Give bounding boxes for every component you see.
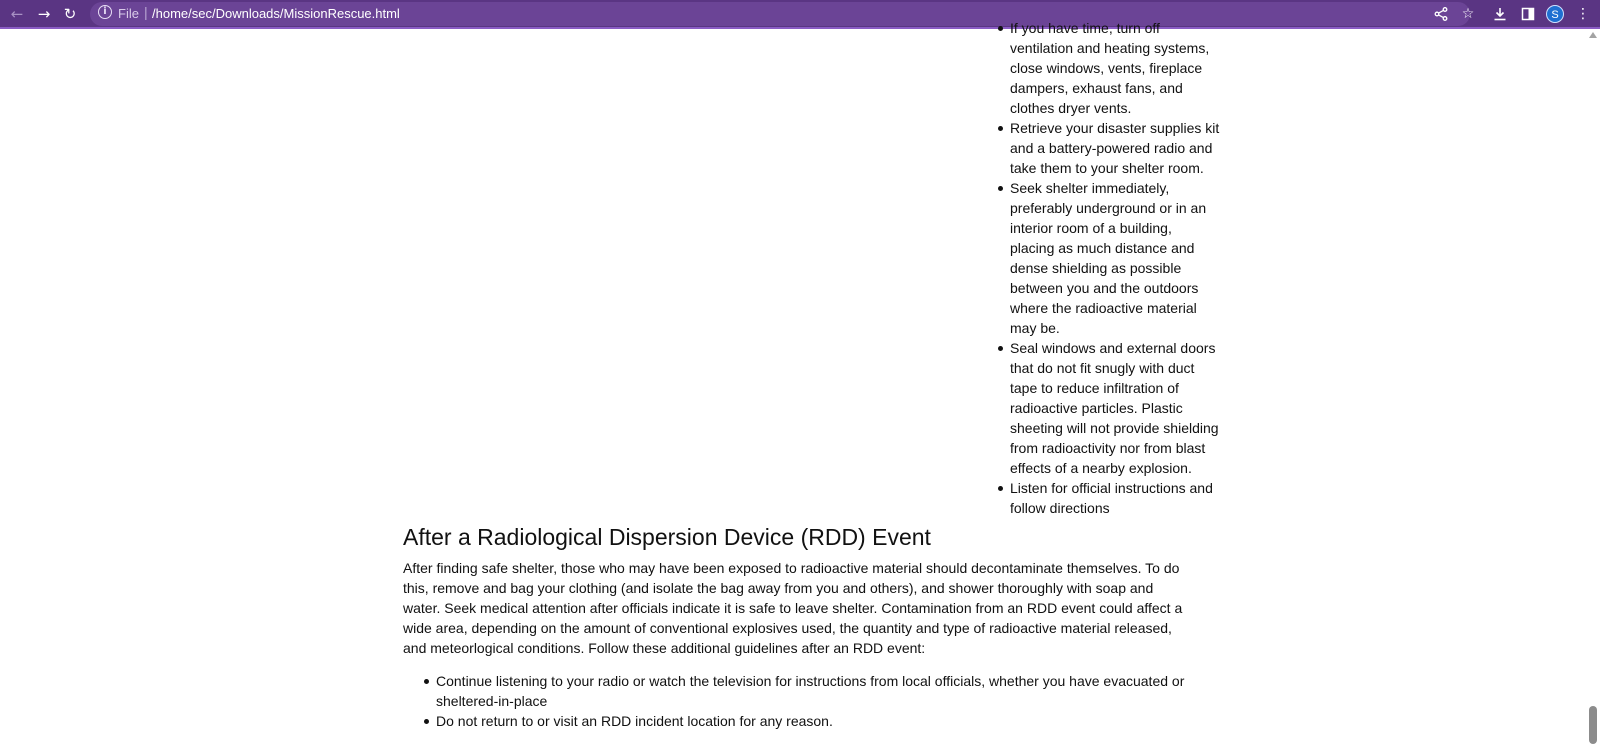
page-scrollbar[interactable] [1586, 29, 1600, 744]
scroll-up-arrow-icon[interactable] [1589, 32, 1597, 38]
list-item: Continue listening to your radio or watch the television for instructions from local officials, whether you have evacuated or sheltered-in-place [436, 671, 1193, 711]
star-icon: ☆ [1461, 6, 1475, 22]
rdd-guidelines-list [403, 671, 1193, 731]
share-button[interactable] [1431, 4, 1451, 24]
forward-arrow-icon: → [37, 5, 51, 23]
list-item: If you have time, turn off ventilation and heating systems, close windows, vents, fireplace dampers, exhaust fans, and clothes dryer vents. [1010, 18, 1220, 118]
url-separator: | [144, 4, 148, 20]
list-item: Retrieve your disaster supplies kit and a battery-powered radio and take them to your shelter room. [1010, 120, 1220, 176]
after-rdd-section [403, 522, 1193, 731]
menu-button[interactable] [1573, 4, 1593, 24]
address-bar[interactable] [90, 2, 1470, 26]
list-item: Listen for official instructions and follow directions [1010, 478, 1220, 518]
info-icon[interactable]: i [98, 5, 112, 19]
shelter-guidance-list [1010, 18, 1220, 518]
reload-button[interactable] [60, 4, 80, 24]
browser-toolbar [0, 0, 1600, 29]
back-arrow-icon: ← [10, 5, 24, 23]
reload-icon: ↻ [63, 5, 77, 23]
side-panel-icon [1521, 7, 1535, 21]
section-heading: After a Radiological Dispersion Device (RDD) Event [403, 524, 931, 550]
url-text[interactable]: /home/sec/Downloads/MissionRescue.html [152, 6, 400, 21]
back-button[interactable] [7, 4, 27, 24]
section-paragraph: After finding safe shelter, those who may have been exposed to radioactive material should decontaminate themselves. To do this, remove and bag your clothing (and isolate the bag away from you and others), and shower thoroughly with soap and water. Seek medical attention after officials indicate it is safe to leave shelter. Contamination from an RDD event could affect a wide area, depending on the amount of conventional explosives used, the quantity and type of radioactive material released, and meteorlogical conditions. Follow these additional guidelines after an RDD event: [403, 560, 1183, 656]
profile-avatar[interactable]: S [1546, 5, 1564, 23]
downloads-button[interactable] [1490, 4, 1510, 24]
list-item: Do not return to or visit an RDD incident location for any reason. [436, 711, 1193, 731]
url-scheme-label: File [118, 6, 139, 21]
bookmark-button[interactable] [1458, 4, 1478, 24]
list-item: Seek shelter immediately, preferably underground or in an interior room of a building, placing as much distance and dense shielding as possible between you and the outdoors where the radioactive material may be. [1010, 178, 1220, 338]
download-icon [1493, 7, 1507, 21]
scrollbar-thumb[interactable] [1589, 706, 1597, 744]
forward-button[interactable] [34, 4, 54, 24]
share-icon [1434, 7, 1448, 21]
side-panel-button[interactable] [1518, 4, 1538, 24]
kebab-menu-icon: ⋮ [1576, 6, 1590, 22]
list-item: Seal windows and external doors that do not fit snugly with duct tape to reduce infiltration of radioactive particles. Plastic sheeting will not provide shielding from radioactivity nor from blast effects of a nearby explosion. [1010, 340, 1219, 476]
